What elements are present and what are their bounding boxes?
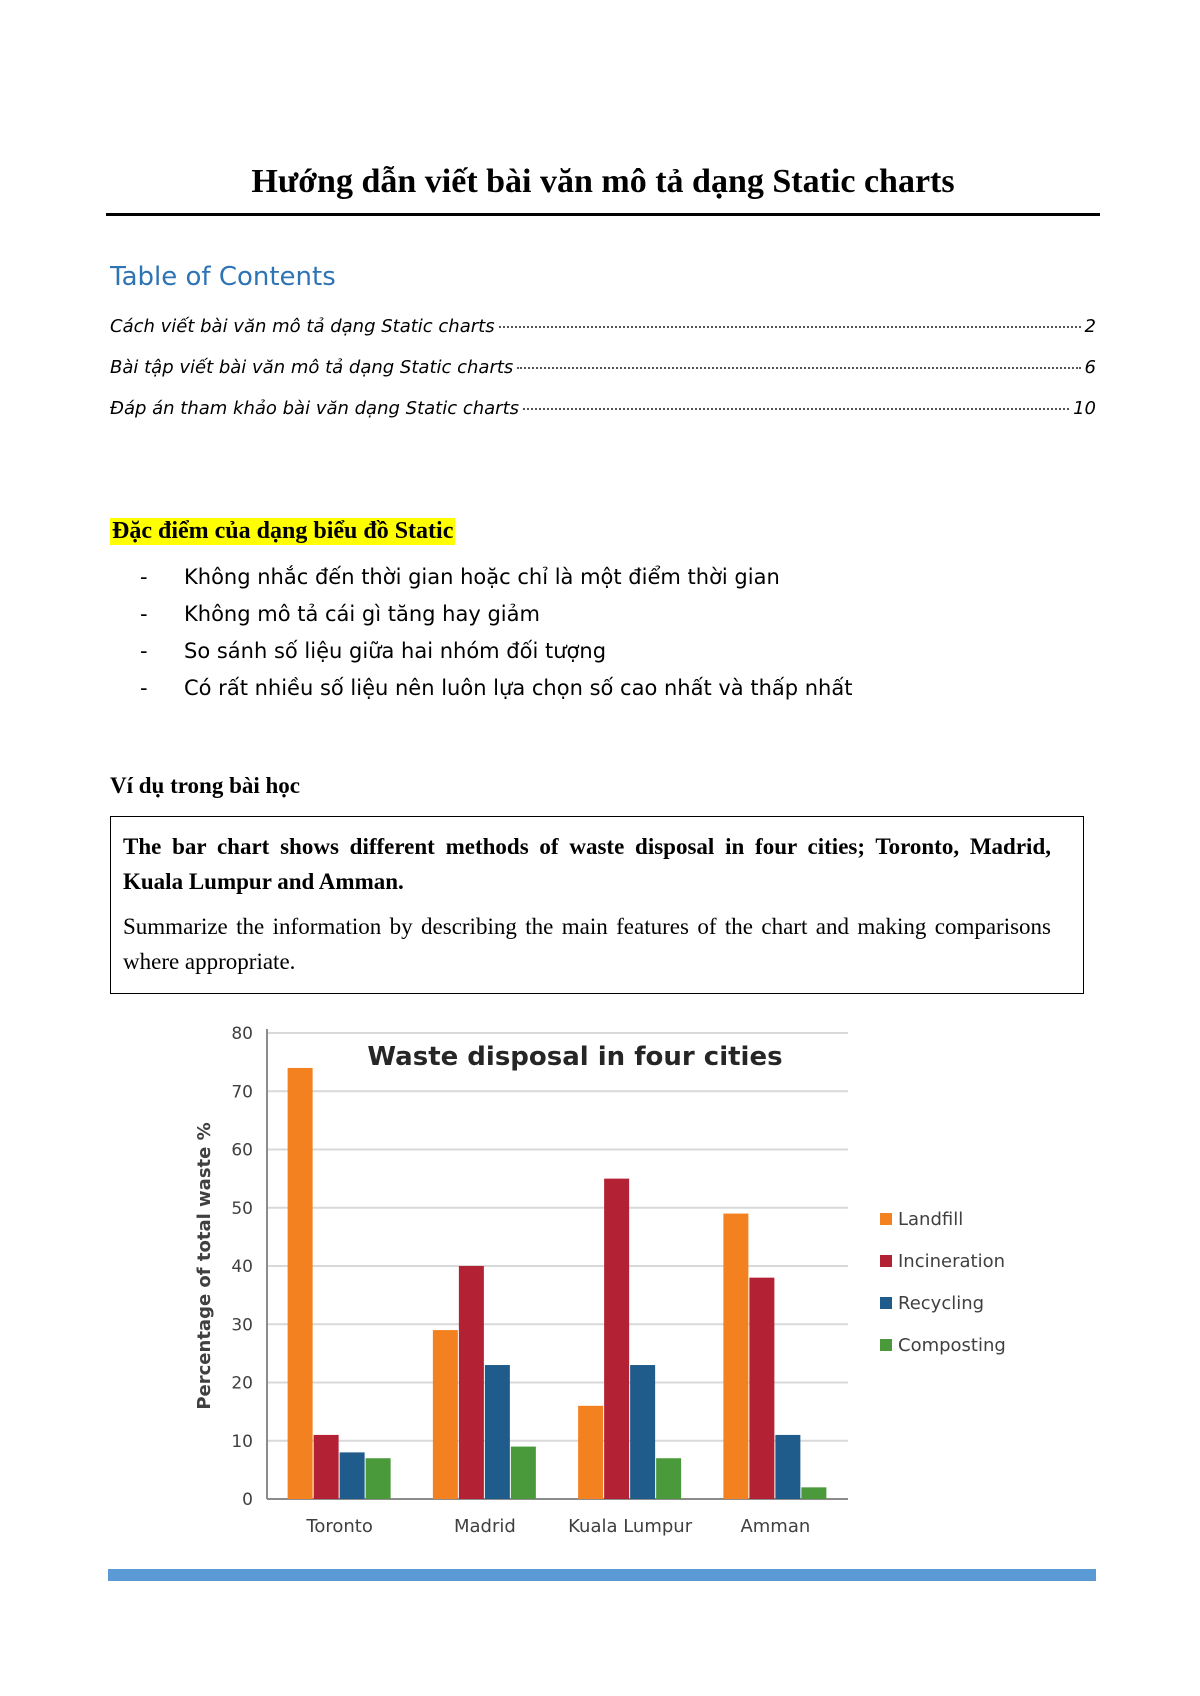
- bar-landfill: [433, 1330, 458, 1499]
- toc-entry-page: 2: [1084, 316, 1096, 337]
- toc-entry-label: Đáp án tham khảo bài văn dạng Static charts: [110, 398, 519, 419]
- y-tick-label: 10: [231, 1431, 253, 1452]
- bar-landfill: [288, 1068, 313, 1499]
- x-tick-label: Kuala Lumpur: [568, 1516, 693, 1537]
- task-prompt: The bar chart shows different methods of waste disposal in four cities; Toronto, Madrid, Kuala Lumpur and Amman.: [123, 834, 1051, 894]
- x-tick-label: Madrid: [453, 1516, 516, 1537]
- legend-swatch: [880, 1213, 892, 1225]
- y-tick-label: 60: [231, 1140, 253, 1161]
- bar-composting: [511, 1447, 536, 1499]
- bar-incineration: [459, 1266, 484, 1499]
- task-box: [110, 816, 1084, 994]
- list-item-text: Không nhắc đến thời gian hoặc chỉ là một điểm thời gian: [184, 565, 780, 589]
- y-tick-label: 80: [231, 1024, 253, 1044]
- toc-heading: Table of Contents: [110, 262, 336, 292]
- bar-recycling: [775, 1435, 800, 1499]
- bar-composting: [656, 1458, 681, 1499]
- chart-title: Waste disposal in four cities: [367, 1042, 783, 1072]
- list-item: [140, 602, 852, 639]
- list-item: [140, 676, 852, 713]
- y-axis-label: Percentage of total waste %: [194, 1122, 215, 1410]
- bullet-dash: -: [140, 565, 148, 589]
- bullet-dash: -: [140, 602, 148, 626]
- x-tick-label: Toronto: [306, 1516, 373, 1537]
- bar-composting: [366, 1458, 391, 1499]
- toc-entry[interactable]: [110, 316, 1096, 357]
- bar-recycling: [340, 1452, 365, 1499]
- legend-swatch: [880, 1297, 892, 1309]
- bar-landfill: [723, 1214, 748, 1499]
- toc-entry-label: Cách viết bài văn mô tả dạng Static charts: [110, 316, 495, 337]
- toc-dot-leader: [523, 408, 1069, 410]
- bar-landfill: [578, 1406, 603, 1499]
- features-list: [140, 565, 852, 713]
- legend-label: Recycling: [898, 1293, 985, 1314]
- list-item: [140, 639, 852, 676]
- waste-disposal-chart: [180, 1010, 1040, 1550]
- list-item-text: Có rất nhiều số liệu nên luôn lựa chọn số cao nhất và thấp nhất: [184, 676, 853, 700]
- bar-incineration: [604, 1179, 629, 1499]
- bar-composting: [801, 1487, 826, 1499]
- list-item-text: So sánh số liệu giữa hai nhóm đối tượng: [184, 639, 607, 663]
- bar-recycling: [485, 1365, 510, 1499]
- legend-label: Landfill: [898, 1209, 964, 1230]
- legend-swatch: [880, 1255, 892, 1267]
- table-of-contents: [110, 316, 1096, 439]
- title-divider: [106, 213, 1100, 216]
- features-heading: Đặc điểm của dạng biểu đồ Static: [112, 518, 454, 544]
- bar-incineration: [749, 1278, 774, 1499]
- y-tick-label: 0: [242, 1490, 253, 1510]
- toc-entry-label: Bài tập viết bài văn mô tả dạng Static charts: [110, 357, 514, 378]
- x-tick-label: Amman: [740, 1516, 811, 1537]
- y-tick-label: 20: [231, 1373, 253, 1394]
- bullet-dash: -: [140, 676, 148, 700]
- bar-incineration: [314, 1435, 339, 1499]
- y-tick-label: 50: [231, 1198, 253, 1219]
- example-heading: Ví dụ trong bài học: [110, 773, 301, 798]
- toc-entry[interactable]: [110, 398, 1096, 439]
- toc-entry-page: 6: [1084, 357, 1096, 378]
- toc-entry[interactable]: [110, 357, 1096, 398]
- bullet-dash: -: [140, 639, 148, 663]
- legend-swatch: [880, 1339, 892, 1351]
- footer-bar: [108, 1569, 1096, 1581]
- y-tick-label: 70: [231, 1082, 253, 1103]
- toc-entry-page: 10: [1073, 398, 1096, 419]
- page-title: Hướng dẫn viết bài văn mô tả dạng Static charts: [251, 163, 955, 200]
- legend-label: Incineration: [898, 1251, 1006, 1272]
- legend-label: Composting: [898, 1335, 1006, 1356]
- list-item: [140, 565, 852, 602]
- toc-dot-leader: [499, 326, 1081, 328]
- task-instruction: Summarize the information by describing the main features of the chart and making comparisons where appropriate.: [123, 914, 1051, 974]
- y-tick-label: 30: [231, 1315, 253, 1336]
- list-item-text: Không mô tả cái gì tăng hay giảm: [184, 602, 540, 626]
- bar-recycling: [630, 1365, 655, 1499]
- y-tick-label: 40: [231, 1257, 253, 1277]
- toc-dot-leader: [517, 367, 1080, 369]
